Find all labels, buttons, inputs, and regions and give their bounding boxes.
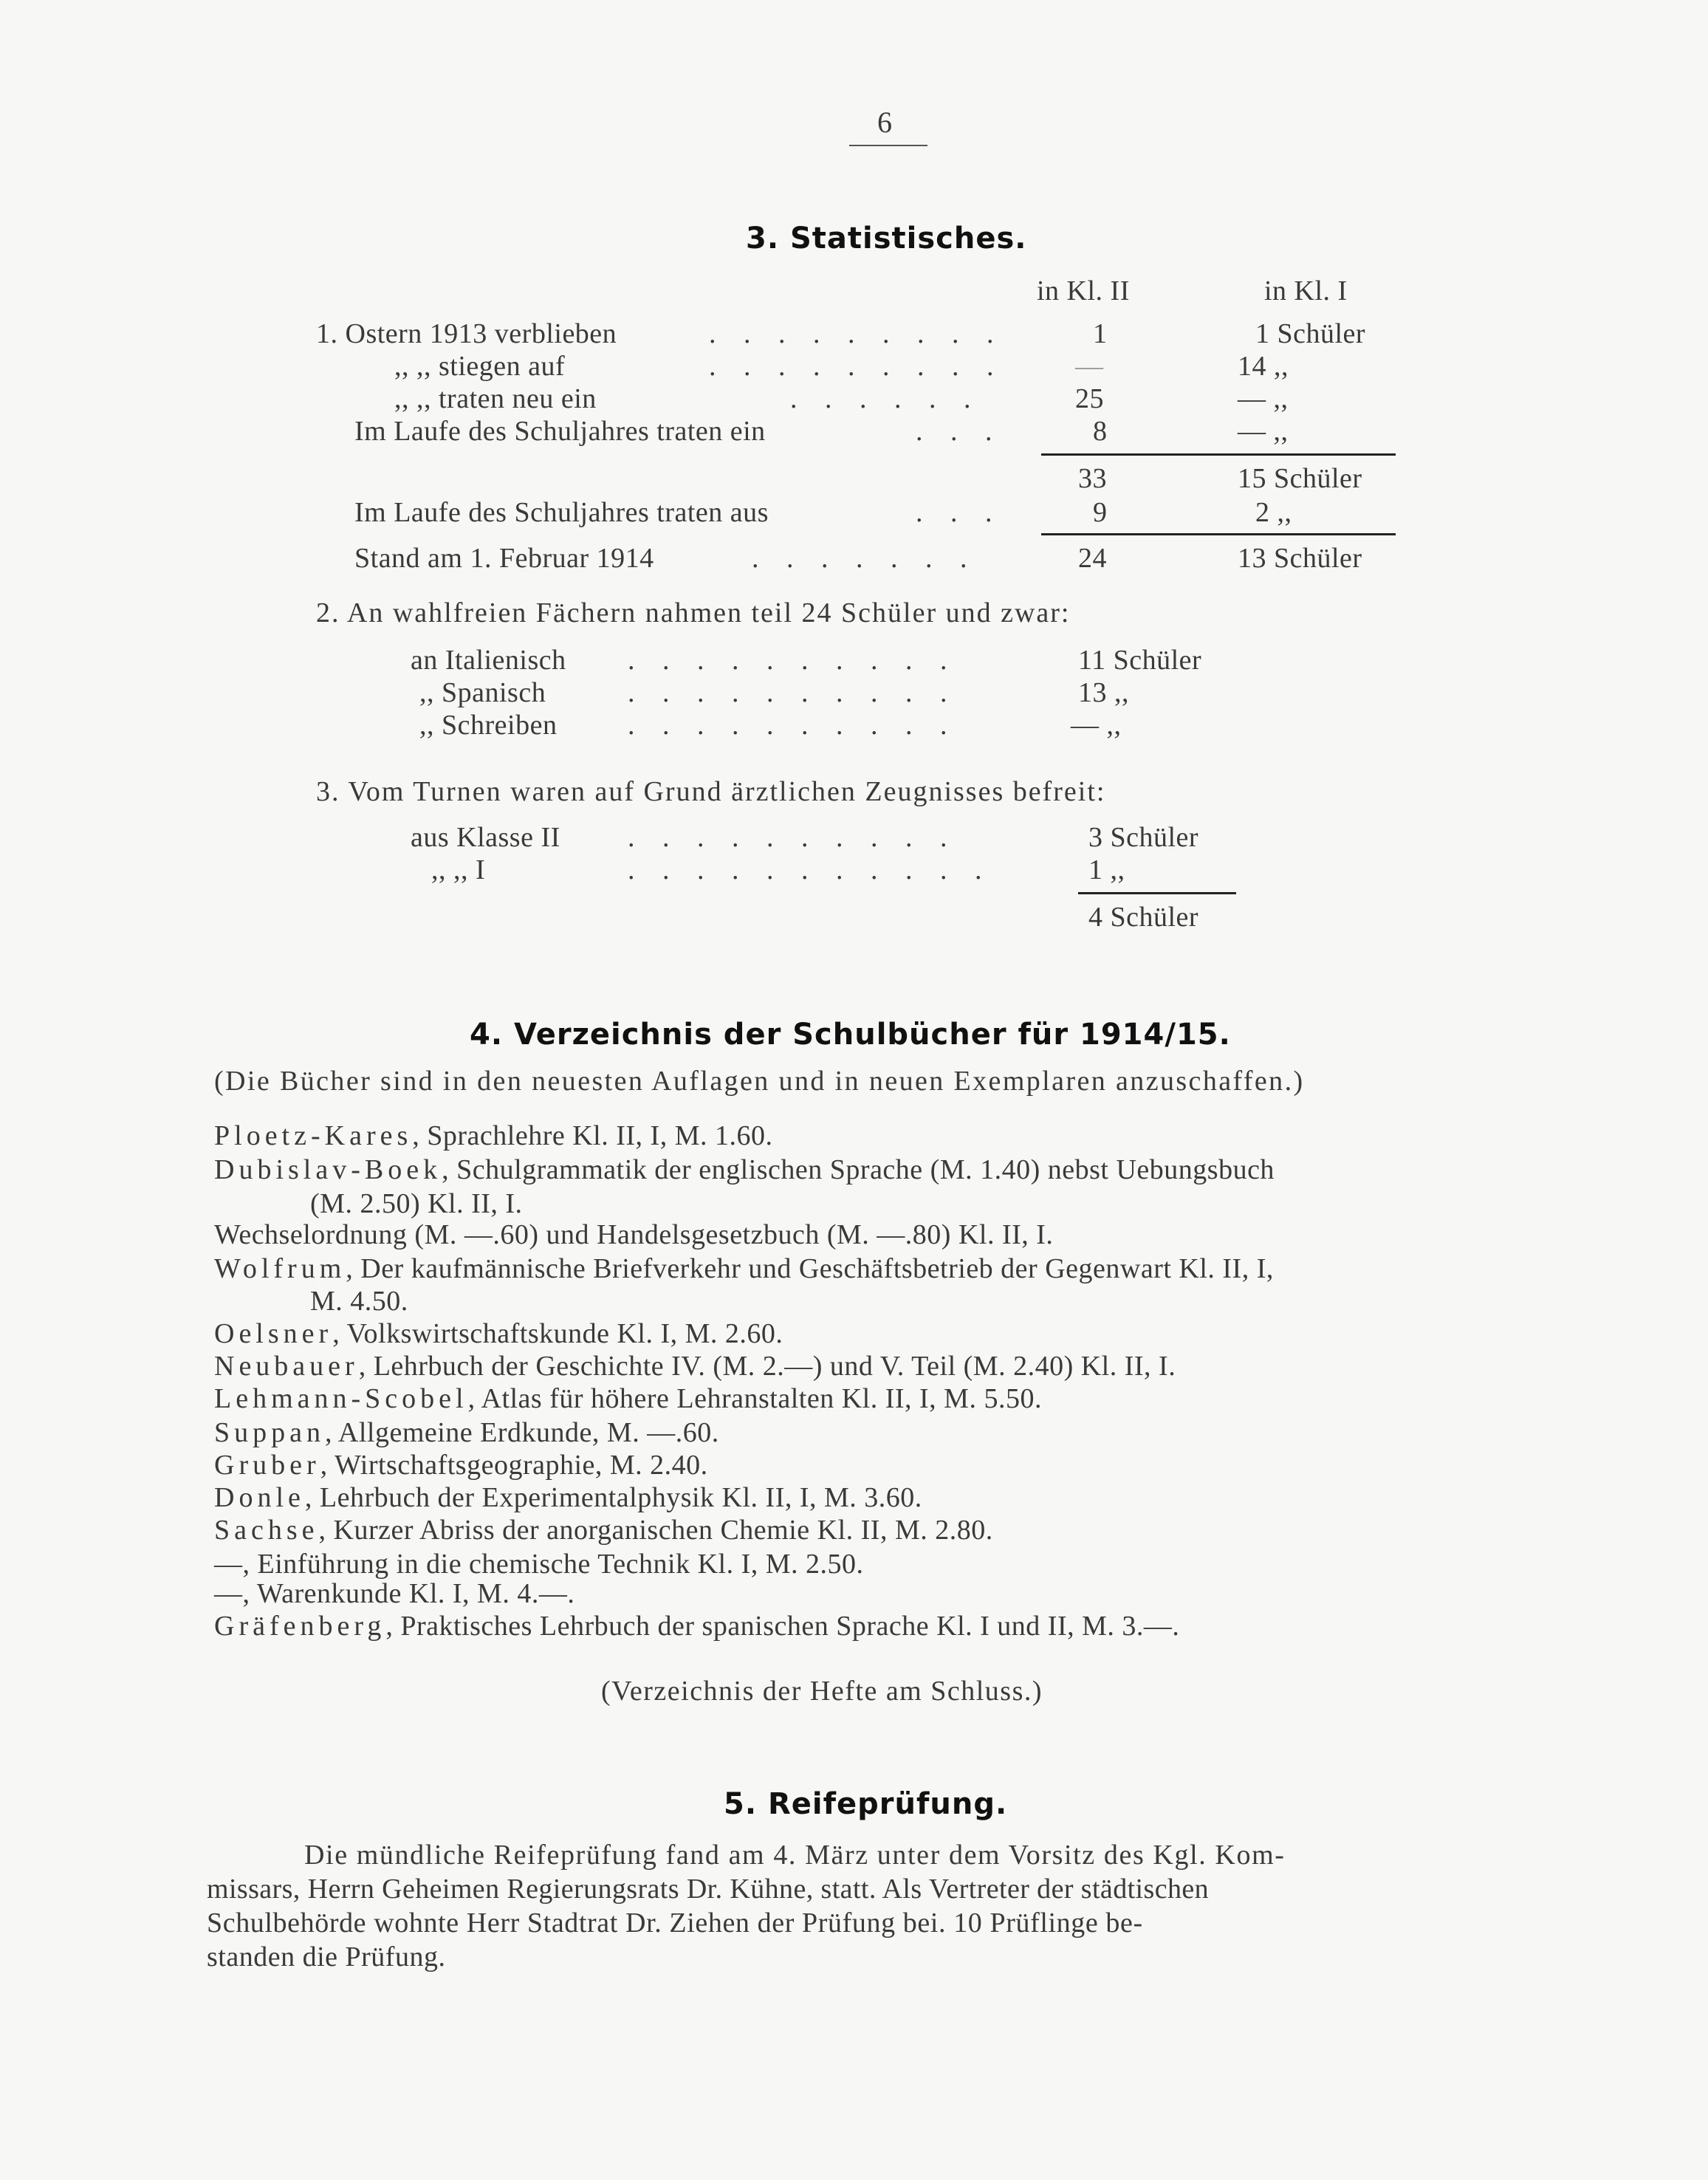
book-title: , Wirtschaftsgeographie, M. 2.40. [320,1450,708,1481]
exempt-label: ,, ,, I [431,854,486,885]
exam-paragraph-line: standen die Prüfung. [207,1941,446,1972]
book-author: Dubislav-Boek [214,1154,442,1185]
book-title: , Lehrbuch der Experimentalphysik Kl. II, I, M. 3.60. [304,1482,922,1513]
book-entry [214,1252,1274,1285]
book-entry [214,1154,1275,1186]
stat-row-label: ,, ,, traten neu ein [394,383,597,414]
book-entry [214,1416,719,1449]
book-author: Sachse [214,1515,319,1546]
stat-row-value-i: — ,, [1238,383,1289,414]
exam-paragraph-line: Die mündliche Reifeprüfung fand am 4. März unter dem Vorsitz des Kgl. Kom- [304,1840,1286,1871]
item-3-text: 3. Vom Turnen waren auf Grund ärztlichen Zeugnisses befreit: [316,776,1106,807]
book-title: , Kurzer Abriss der anorganischen Chemie Kl. II, M. 2.80. [318,1515,993,1546]
book-entry [214,1577,575,1610]
book-entry [214,1548,864,1580]
stat-left-ii: 9 [1093,497,1108,528]
stat-row-value-i: 14 ,, [1238,351,1289,382]
book-author: Lehmann-Scobel [214,1383,468,1414]
exempt-dots: . . . . . . . . . . [628,822,958,853]
elective-dots: . . . . . . . . . . [628,710,958,741]
exempt-label: aus Klasse II [411,822,560,853]
exempt-value: 1 ,, [1088,854,1125,885]
sum-rule [1041,453,1396,456]
book-title: , Lehrbuch der Geschichte IV. (M. 2.—) und V. Teil (M. 2.40) Kl. II, I. [358,1351,1176,1382]
book-author: Donle [214,1482,305,1513]
book-author: Gräfenberg [214,1611,386,1642]
book-entry-continuation: (M. 2.50) Kl. II, I. [310,1188,523,1219]
stat-row-value-i: — ,, [1238,416,1289,447]
book-entry [214,1120,772,1152]
stat-row-dots: . . . . . . [790,383,981,414]
book-title: , Schulgrammatik der englischen Sprache (M. 1.40) nebst Uebungsbuch [442,1154,1275,1185]
stand-dots: . . . . . . . [752,543,978,574]
elective-value: 11 Schüler [1078,645,1202,676]
stat-left-i: 2 ,, [1255,497,1292,528]
stat-left-label: Im Laufe des Schuljahres traten aus [354,497,769,528]
section-4-heading: 4. Verzeichnis der Schulbücher für 1914/15. [470,1018,1231,1052]
exam-paragraph-line: missars, Herrn Geheimen Regierungsrats Dr. Kühne, statt. Als Vertreter der städtischen [207,1874,1210,1905]
section-4-note: (Die Bücher sind in den neuesten Auflagen und in neuen Exemplaren anzuschaffen.) [214,1066,1305,1097]
elective-label: ,, Spanisch [419,677,546,708]
book-entry [214,1481,922,1514]
elective-value: — ,, [1071,710,1122,741]
book-title: , Volkswirtschaftskunde Kl. I, M. 2.60. [332,1318,783,1349]
book-entry-continuation: M. 4.50. [310,1286,408,1317]
book-title: —, Einführung in die chemische Technik Kl. I, M. 2.50. [214,1549,864,1580]
book-title: , Atlas für höhere Lehranstalten Kl. II, I, M. 5.50. [467,1383,1042,1414]
stat-row-value-ii: — [1075,351,1104,382]
exempt-dots: . . . . . . . . . . . [628,854,992,885]
book-author: Oelsner [214,1318,333,1349]
book-title: —, Warenkunde Kl. I, M. 4.—. [214,1578,575,1609]
book-entry [214,1449,708,1481]
book-title: , Allgemeine Erdkunde, M. —.60. [325,1417,719,1448]
exam-paragraph-line: Schulbehörde wohnte Herr Stadtrat Dr. Ziehen der Prüfung bei. 10 Prüflinge be- [207,1908,1143,1939]
book-entry [214,1350,1176,1382]
page-number: 6 [877,106,893,139]
col-header-class-ii: in Kl. II [1037,275,1130,306]
subtotal-i: 15 Schüler [1238,463,1362,494]
book-entry [214,1317,783,1350]
book-author: Neubauer [214,1351,359,1382]
subtotal-ii: 33 [1078,463,1107,494]
book-entry [214,1218,1053,1251]
stat-row-value-ii: 8 [1093,416,1108,447]
book-author: Wolfrum [214,1253,346,1284]
stat-row-dots: . . . [916,416,1003,447]
sum-rule [1041,533,1396,535]
stat-row-dots: . . . . . . . . . [709,351,1004,382]
stat-row-label: 1. Ostern 1913 verblieben [316,318,617,349]
section-4-footer: (Verzeichnis der Hefte am Schluss.) [601,1676,1043,1707]
elective-dots: . . . . . . . . . . [628,645,958,676]
stat-row-value-ii: 25 [1075,383,1104,414]
book-title: , Der kaufmännische Briefverkehr und Geschäftsbetrieb der Gegenwart Kl. II, I, [346,1253,1274,1284]
sum-rule [1078,892,1236,894]
book-author: Ploetz-Kares [214,1120,413,1151]
elective-label: ,, Schreiben [419,710,558,741]
stat-row-value-ii: 1 [1093,318,1108,349]
stat-row-value-i: 1 Schüler [1255,318,1366,349]
stand-ii: 24 [1078,543,1107,574]
section-5-heading: 5. Reifeprüfung. [724,1787,1008,1821]
elective-value: 13 ,, [1078,677,1129,708]
book-author: Suppan [214,1417,325,1448]
elective-label: an Italienisch [411,645,566,676]
elective-dots: . . . . . . . . . . [628,677,958,708]
stat-row-label: ,, ,, stiegen auf [394,351,566,382]
stand-i: 13 Schüler [1238,543,1362,574]
book-entry [214,1610,1179,1642]
page-number-underline [849,145,927,146]
book-entry [214,1514,993,1546]
section-3-heading: 3. Statistisches. [746,222,1027,256]
stat-row-label: Im Laufe des Schuljahres traten ein [354,416,766,447]
item-2-text: 2. An wahlfreien Fächern nahmen teil 24 Schüler und zwar: [316,597,1071,628]
stat-row-dots: . . . . . . . . . [709,318,1004,349]
stand-label: Stand am 1. Februar 1914 [354,543,654,574]
stat-left-dots: . . . [916,497,1003,528]
exempt-value: 3 Schüler [1088,822,1199,853]
book-author: Gruber [214,1450,320,1481]
col-header-class-i: in Kl. I [1264,275,1348,306]
book-title: Wechselordnung (M. —.60) und Handelsgesetzbuch (M. —.80) Kl. II, I. [214,1219,1054,1250]
exempt-total: 4 Schüler [1088,902,1199,933]
book-title: , Sprachlehre Kl. II, I, M. 1.60. [412,1120,773,1151]
book-entry [214,1382,1042,1415]
book-title: , Praktisches Lehrbuch der spanischen Sprache Kl. I und II, M. 3.—. [385,1611,1180,1642]
